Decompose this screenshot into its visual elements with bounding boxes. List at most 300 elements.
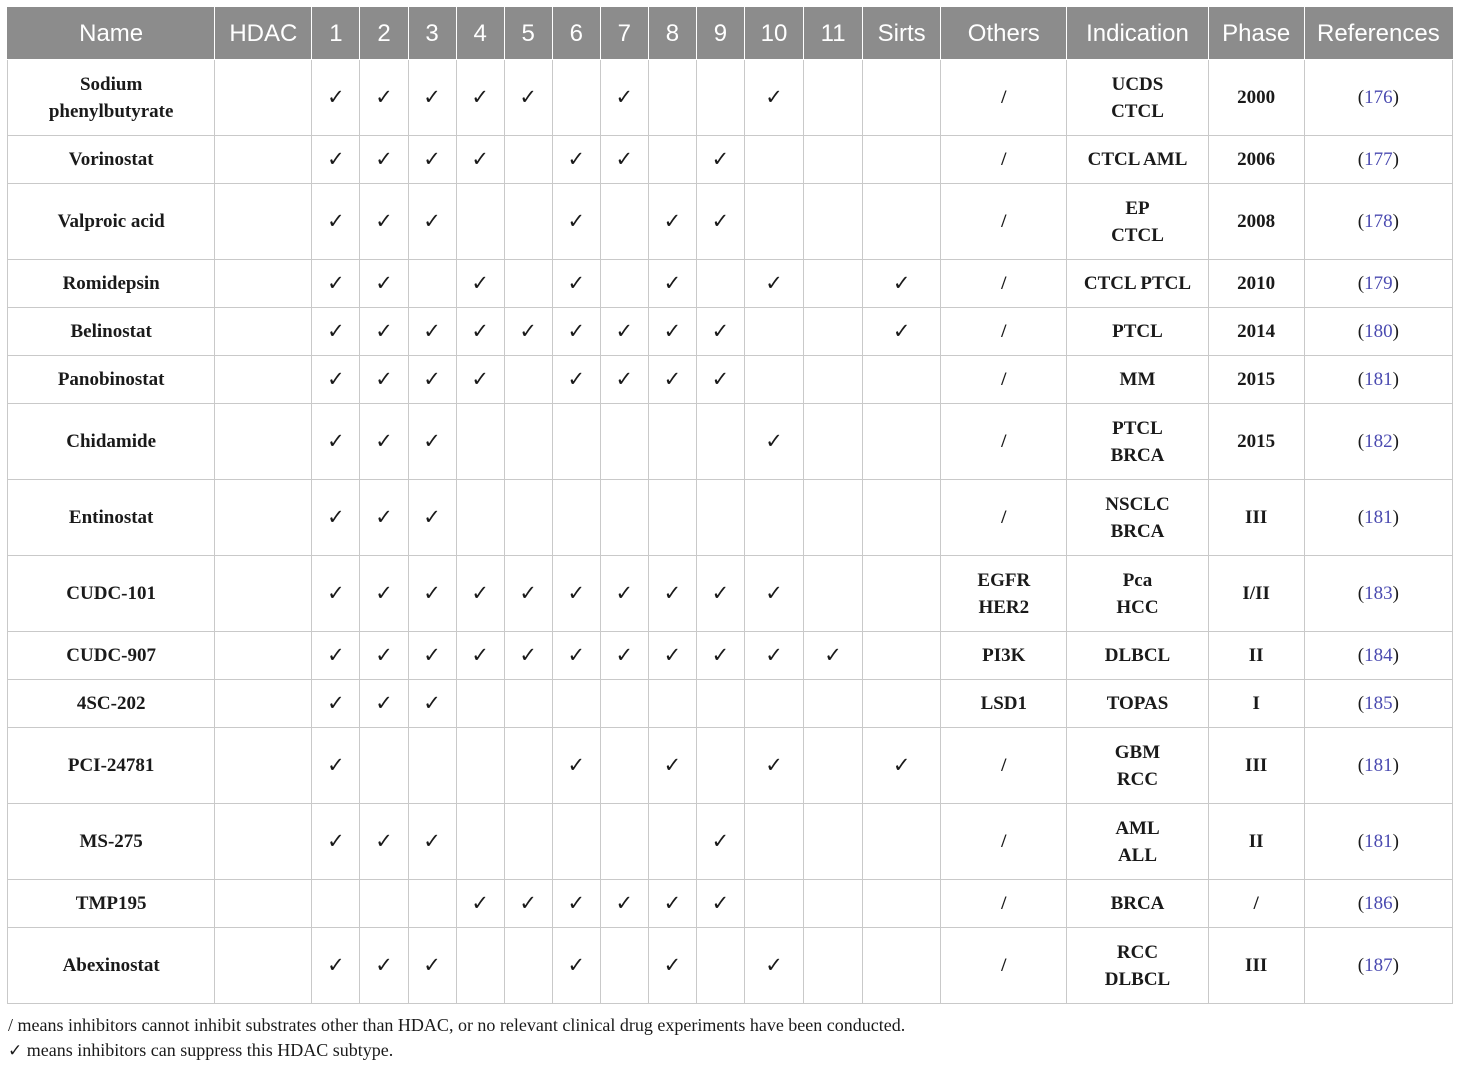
phase-cell: III: [1208, 480, 1304, 556]
reference-cell: [1304, 804, 1452, 880]
cell-line: UCDS: [1111, 73, 1164, 95]
header-hdac-5: 5: [504, 8, 552, 60]
check-cell-4: [456, 804, 504, 880]
cell-line: BRCA: [1110, 444, 1165, 466]
hdac-cell: [215, 356, 312, 404]
checkmark-icon: ✓: [423, 319, 441, 343]
cell-line: GBM: [1114, 741, 1161, 763]
reference-link[interactable]: 177: [1364, 149, 1393, 170]
others-cell: /: [941, 184, 1067, 260]
indication-cell: [1067, 480, 1208, 556]
check-cell-9: [696, 804, 744, 880]
drug-name-cell: CUDC-101: [8, 556, 215, 632]
checkmark-icon: ✓: [375, 829, 393, 853]
check-cell-5: [504, 184, 552, 260]
others-cell: /: [941, 136, 1067, 184]
check-cell-8: [648, 136, 696, 184]
checkmark-icon: ✓: [663, 753, 682, 777]
check-cell-11: [804, 632, 863, 680]
table-row: [8, 356, 1453, 404]
hdac-inhibitor-table: [7, 7, 1453, 1004]
drug-name-cell: Chidamide: [8, 404, 215, 480]
check-cell-1: [312, 804, 360, 880]
check-cell-1: [312, 136, 360, 184]
paren-open: (: [1357, 507, 1365, 528]
check-cell-sirts: [863, 480, 941, 556]
reference-cell: [1304, 260, 1452, 308]
reference-link[interactable]: 183: [1364, 583, 1393, 604]
check-cell-4: [456, 680, 504, 728]
check-cell-10: [744, 356, 803, 404]
check-cell-10: [744, 404, 803, 480]
checkmark-icon: ✓: [567, 643, 586, 667]
hdac-cell: [215, 880, 312, 928]
check-cell-5: [504, 480, 552, 556]
check-cell-2: [360, 728, 408, 804]
check-cell-sirts: [863, 136, 941, 184]
drug-name-cell: [8, 60, 215, 136]
check-cell-10: [744, 928, 803, 1004]
header-hdac-10: 10: [744, 8, 803, 60]
phase-cell: 2014: [1208, 308, 1304, 356]
check-cell-sirts: [863, 60, 941, 136]
check-cell-6: [552, 404, 600, 480]
check-cell-9: [696, 632, 744, 680]
drug-name-cell: Vorinostat: [8, 136, 215, 184]
check-cell-11: [804, 260, 863, 308]
check-cell-1: [312, 632, 360, 680]
check-cell-3: [408, 136, 456, 184]
header-hdac-9: 9: [696, 8, 744, 60]
footnote-check-text: means inhibitors can suppress this HDAC subtype.: [22, 1040, 394, 1060]
table-row: [8, 556, 1453, 632]
check-cell-8: [648, 308, 696, 356]
check-cell-8: [648, 632, 696, 680]
check-cell-9: [696, 480, 744, 556]
checkmark-icon: ✓: [765, 643, 783, 667]
indication-cell: [1067, 184, 1208, 260]
table-row: [8, 184, 1453, 260]
paren-open: (: [1357, 893, 1365, 914]
table-row: [8, 60, 1453, 136]
checkmark-icon: ✓: [615, 891, 634, 915]
check-cell-8: [648, 556, 696, 632]
header-hdac-8: 8: [648, 8, 696, 60]
paren-open: (: [1357, 955, 1365, 976]
check-cell-4: [456, 556, 504, 632]
checkmark-icon: ✓: [663, 319, 682, 343]
check-cell-10: [744, 260, 803, 308]
header-references: References: [1304, 8, 1452, 60]
drug-name-cell: PCI-24781: [8, 728, 215, 804]
check-cell-10: [744, 880, 803, 928]
checkmark-icon: ✓: [327, 209, 345, 233]
checkmark-icon: ✓: [327, 319, 345, 343]
reference-link[interactable]: 185: [1364, 693, 1393, 714]
paren-open: (: [1357, 321, 1365, 342]
check-cell-4: [456, 308, 504, 356]
indication-cell: [1067, 928, 1208, 1004]
check-cell-8: [648, 680, 696, 728]
drug-name-cell: Belinostat: [8, 308, 215, 356]
check-cell-4: [456, 60, 504, 136]
checkmark-icon: ✓: [567, 271, 586, 295]
check-cell-2: [360, 356, 408, 404]
reference-cell: [1304, 632, 1452, 680]
table-row: [8, 632, 1453, 680]
hdac-cell: [215, 260, 312, 308]
phase-cell: 2010: [1208, 260, 1304, 308]
paren-close: ): [1392, 831, 1399, 852]
paren-close: ): [1392, 645, 1399, 666]
others-cell: /: [941, 928, 1067, 1004]
check-cell-9: [696, 680, 744, 728]
check-cell-9: [696, 928, 744, 1004]
footnote-check: [8, 1038, 905, 1064]
paren-close: ): [1392, 87, 1399, 108]
check-cell-sirts: [863, 404, 941, 480]
checkmark-icon: ✓: [567, 891, 586, 915]
hdac-cell: [215, 632, 312, 680]
checkmark-icon: ✓: [423, 953, 441, 977]
check-cell-1: [312, 680, 360, 728]
checkmark-icon: ✓: [765, 581, 783, 605]
check-cell-8: [648, 260, 696, 308]
phase-cell: 2008: [1208, 184, 1304, 260]
header-indication: Indication: [1067, 8, 1208, 60]
reference-link[interactable]: 187: [1364, 955, 1393, 976]
cell-line: ALL: [1117, 844, 1158, 866]
paren-close: ): [1392, 955, 1399, 976]
phase-cell: 2006: [1208, 136, 1304, 184]
drug-name-cell: 4SC-202: [8, 680, 215, 728]
check-cell-sirts: [863, 556, 941, 632]
check-cell-11: [804, 136, 863, 184]
cell-line: RCC: [1116, 768, 1159, 790]
checkmark-icon: ✓: [519, 319, 537, 343]
indication-cell: [1067, 404, 1208, 480]
phase-cell: I/II: [1208, 556, 1304, 632]
checkmark-icon: ✓: [327, 367, 345, 391]
check-cell-1: [312, 260, 360, 308]
check-cell-7: [600, 928, 648, 1004]
hdac-cell: [215, 804, 312, 880]
reference-cell: [1304, 404, 1452, 480]
paren-close: ): [1392, 321, 1399, 342]
paren-open: (: [1357, 369, 1365, 390]
check-cell-9: [696, 356, 744, 404]
cell-line: DLBCL: [1104, 968, 1171, 990]
check-cell-3: [408, 804, 456, 880]
check-cell-7: [600, 136, 648, 184]
checkmark-icon: ✓: [471, 85, 489, 109]
reference-link[interactable]: 176: [1364, 87, 1393, 108]
check-cell-6: [552, 480, 600, 556]
check-cell-1: [312, 728, 360, 804]
cell-line: AML: [1115, 817, 1160, 839]
checkmark-icon: ✓: [663, 891, 682, 915]
checkmark-icon: ✓: [615, 581, 634, 605]
header-hdac-4: 4: [456, 8, 504, 60]
check-cell-11: [804, 404, 863, 480]
checkmark-icon: ✓: [663, 581, 682, 605]
cell-line: phenylbutyrate: [48, 100, 174, 122]
reference-cell: [1304, 136, 1452, 184]
reference-cell: [1304, 184, 1452, 260]
reference-link[interactable]: 179: [1364, 273, 1393, 294]
checkmark-icon: ✓: [615, 147, 634, 171]
checkmark-icon: ✓: [892, 271, 911, 295]
reference-link[interactable]: 181: [1364, 831, 1393, 852]
hdac-inhibitor-table-container: [7, 7, 1453, 1004]
phase-cell: 2015: [1208, 404, 1304, 480]
check-cell-6: [552, 184, 600, 260]
phase-cell: II: [1208, 632, 1304, 680]
check-cell-1: [312, 184, 360, 260]
header-hdac-6: 6: [552, 8, 600, 60]
table-header-row: [8, 8, 1453, 60]
check-cell-11: [804, 356, 863, 404]
check-cell-2: [360, 136, 408, 184]
checkmark-icon: ✓: [567, 147, 586, 171]
check-cell-4: [456, 632, 504, 680]
check-cell-3: [408, 260, 456, 308]
checkmark-icon: ✓: [892, 753, 911, 777]
check-cell-6: [552, 260, 600, 308]
header-hdac-3: 3: [408, 8, 456, 60]
drug-name-cell: Entinostat: [8, 480, 215, 556]
check-cell-7: [600, 60, 648, 136]
drug-name-cell: TMP195: [8, 880, 215, 928]
cell-line: PTCL: [1112, 417, 1163, 439]
reference-link[interactable]: 186: [1364, 893, 1393, 914]
paren-close: ): [1392, 507, 1399, 528]
check-cell-1: [312, 880, 360, 928]
check-cell-3: [408, 556, 456, 632]
check-cell-4: [456, 928, 504, 1004]
table-row: [8, 480, 1453, 556]
table-row: [8, 880, 1453, 928]
checkmark-icon: ✓: [765, 429, 783, 453]
check-cell-1: [312, 480, 360, 556]
reference-cell: [1304, 880, 1452, 928]
check-cell-2: [360, 308, 408, 356]
check-cell-8: [648, 356, 696, 404]
checkmark-icon: ✓: [765, 753, 783, 777]
reference-link[interactable]: 181: [1364, 507, 1393, 528]
header-hdac: HDAC: [215, 8, 312, 60]
check-cell-5: [504, 928, 552, 1004]
checkmark-icon: ✓: [471, 147, 489, 171]
check-cell-7: [600, 728, 648, 804]
check-cell-9: [696, 308, 744, 356]
checkmark-icon: ✓: [327, 505, 345, 529]
drug-name-cell: Valproic acid: [8, 184, 215, 260]
checkmark-icon: ✓: [327, 953, 345, 977]
checkmark-icon: ✓: [327, 429, 345, 453]
check-cell-11: [804, 184, 863, 260]
check-cell-5: [504, 880, 552, 928]
paren-open: (: [1357, 693, 1365, 714]
check-cell-10: [744, 556, 803, 632]
check-cell-5: [504, 728, 552, 804]
check-cell-3: [408, 480, 456, 556]
check-cell-3: [408, 60, 456, 136]
checkmark-icon: ✓: [471, 891, 489, 915]
hdac-cell: [215, 136, 312, 184]
hdac-cell: [215, 680, 312, 728]
checkmark-icon: ✓: [711, 581, 730, 605]
hdac-cell: [215, 728, 312, 804]
checkmark-icon: ✓: [375, 643, 393, 667]
check-cell-8: [648, 184, 696, 260]
cell-line: BRCA: [1110, 520, 1165, 542]
checkmark-icon: ✓: [471, 367, 489, 391]
check-cell-7: [600, 880, 648, 928]
reference-link[interactable]: 181: [1364, 755, 1393, 776]
checkmark-icon: ✓: [327, 271, 345, 295]
others-cell: LSD1: [941, 680, 1067, 728]
check-cell-2: [360, 880, 408, 928]
cell-line: EGFR: [977, 569, 1031, 591]
check-cell-2: [360, 556, 408, 632]
check-cell-sirts: [863, 928, 941, 1004]
check-cell-11: [804, 728, 863, 804]
check-cell-9: [696, 556, 744, 632]
check-cell-2: [360, 928, 408, 1004]
reference-link[interactable]: 184: [1364, 645, 1393, 666]
check-cell-10: [744, 632, 803, 680]
others-cell: /: [941, 728, 1067, 804]
check-cell-6: [552, 632, 600, 680]
checkmark-icon: ✓: [519, 85, 537, 109]
checkmark-icon: ✓: [663, 953, 682, 977]
indication-cell: CTCL AML: [1067, 136, 1208, 184]
check-cell-3: [408, 880, 456, 928]
paren-open: (: [1357, 645, 1365, 666]
check-cell-5: [504, 680, 552, 728]
checkmark-icon: ✓: [327, 643, 345, 667]
check-cell-9: [696, 136, 744, 184]
reference-link[interactable]: 181: [1364, 369, 1393, 390]
table-body: [8, 60, 1453, 1004]
check-cell-10: [744, 804, 803, 880]
check-cell-3: [408, 680, 456, 728]
cell-line: CTCL: [1111, 224, 1164, 246]
checkmark-icon: ✓: [327, 581, 345, 605]
check-cell-9: [696, 880, 744, 928]
header-hdac-1: 1: [312, 8, 360, 60]
others-cell: /: [941, 480, 1067, 556]
check-cell-sirts: [863, 728, 941, 804]
check-cell-2: [360, 632, 408, 680]
table-row: [8, 928, 1453, 1004]
check-cell-9: [696, 260, 744, 308]
indication-cell: [1067, 60, 1208, 136]
checkmark-icon: ✓: [423, 209, 441, 233]
reference-link[interactable]: 182: [1364, 431, 1393, 452]
check-cell-1: [312, 60, 360, 136]
check-cell-7: [600, 356, 648, 404]
checkmark-icon: ✓: [765, 271, 783, 295]
checkmark-icon: ✓: [423, 643, 441, 667]
checkmark-icon: ✓: [663, 209, 682, 233]
checkmark-icon: ✓: [615, 367, 634, 391]
table-row: [8, 136, 1453, 184]
check-cell-11: [804, 880, 863, 928]
check-cell-sirts: [863, 804, 941, 880]
checkmark-icon: ✓: [892, 319, 911, 343]
check-cell-3: [408, 308, 456, 356]
check-cell-5: [504, 308, 552, 356]
table-row: [8, 308, 1453, 356]
check-cell-4: [456, 136, 504, 184]
check-cell-11: [804, 928, 863, 1004]
checkmark-icon: ✓: [375, 367, 393, 391]
phase-cell: 2015: [1208, 356, 1304, 404]
check-cell-1: [312, 556, 360, 632]
checkmark-icon: ✓: [423, 85, 441, 109]
check-cell-11: [804, 480, 863, 556]
indication-cell: BRCA: [1067, 880, 1208, 928]
others-cell: /: [941, 60, 1067, 136]
reference-cell: [1304, 680, 1452, 728]
checkmark-icon: ✓: [663, 643, 682, 667]
check-cell-7: [600, 804, 648, 880]
checkmark-icon: ✓: [615, 319, 634, 343]
paren-open: (: [1357, 431, 1365, 452]
check-cell-9: [696, 728, 744, 804]
others-cell: [941, 556, 1067, 632]
check-cell-1: [312, 308, 360, 356]
checkmark-icon: ✓: [471, 271, 489, 295]
check-cell-5: [504, 404, 552, 480]
reference-link[interactable]: 180: [1364, 321, 1393, 342]
reference-cell: [1304, 556, 1452, 632]
check-cell-2: [360, 804, 408, 880]
check-cell-11: [804, 60, 863, 136]
checkmark-icon: ✓: [375, 953, 393, 977]
check-cell-7: [600, 404, 648, 480]
reference-cell: [1304, 480, 1452, 556]
paren-close: ): [1392, 211, 1399, 232]
indication-cell: CTCL PTCL: [1067, 260, 1208, 308]
checkmark-icon: ✓: [471, 319, 489, 343]
checkmark-icon: ✓: [375, 505, 393, 529]
others-cell: /: [941, 356, 1067, 404]
check-cell-4: [456, 356, 504, 404]
check-cell-2: [360, 404, 408, 480]
table-footnotes: [8, 1013, 905, 1064]
indication-cell: PTCL: [1067, 308, 1208, 356]
paren-close: ): [1392, 369, 1399, 390]
check-cell-10: [744, 728, 803, 804]
header-phase: Phase: [1208, 8, 1304, 60]
check-cell-1: [312, 404, 360, 480]
checkmark-icon: ✓: [375, 147, 393, 171]
checkmark-icon: ✓: [519, 891, 537, 915]
paren-close: ): [1392, 893, 1399, 914]
check-cell-8: [648, 404, 696, 480]
check-cell-8: [648, 60, 696, 136]
drug-name-cell: Abexinostat: [8, 928, 215, 1004]
reference-link[interactable]: 178: [1364, 211, 1393, 232]
checkmark-icon: ✓: [567, 581, 586, 605]
hdac-cell: [215, 308, 312, 356]
paren-open: (: [1357, 273, 1365, 294]
check-cell-5: [504, 356, 552, 404]
check-cell-10: [744, 680, 803, 728]
